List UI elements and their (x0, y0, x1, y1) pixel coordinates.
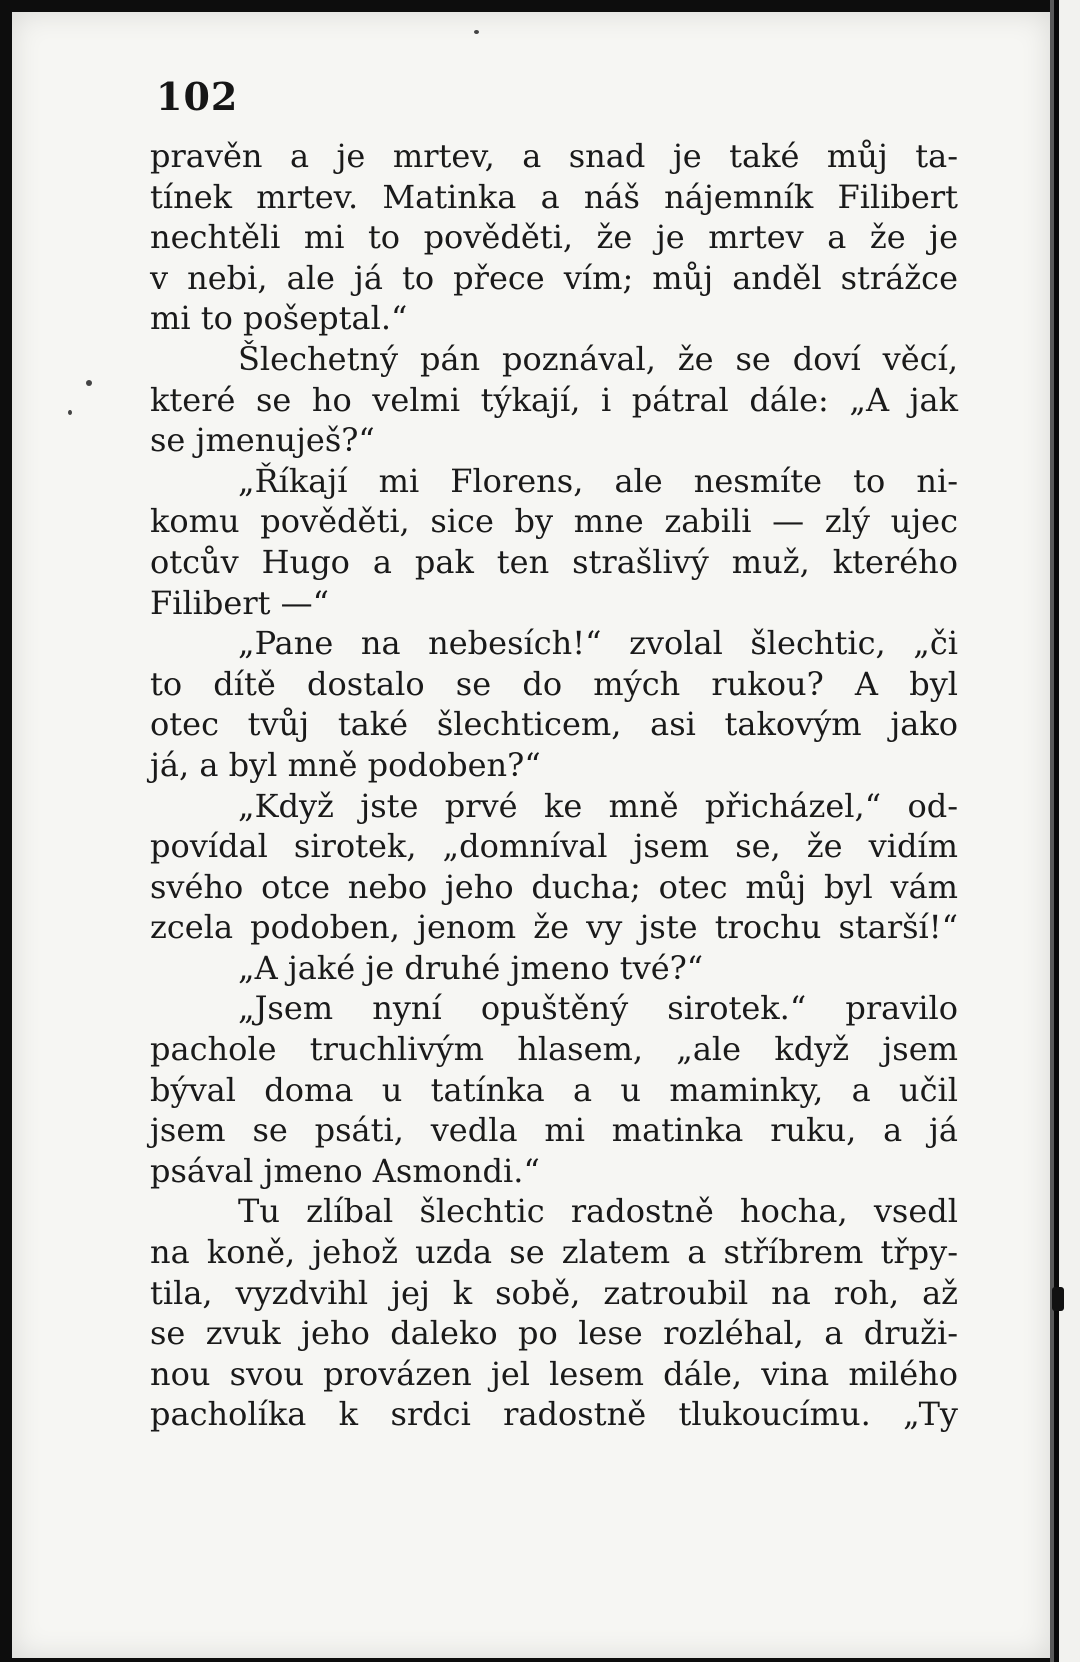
text-line: pravěn a je mrtev, a snad je také můj ta- (150, 137, 958, 175)
text-line: jsem se psáti, vedla mi matinka ruku, a já (150, 1111, 958, 1150)
text-line: nou svou provázen jel lesem dále, vina milého (150, 1354, 958, 1393)
text-line: Šlechetný pán poznával, že se doví věcí, (238, 339, 958, 378)
text-line: svého otce nebo jeho ducha; otec můj byl vám (150, 867, 958, 906)
scan-speck (474, 30, 479, 34)
text-line: Tu zlíbal šlechtic radostně hocha, vsedl (238, 1192, 958, 1231)
text-line: se jmenuješ?“ (150, 421, 375, 460)
text-line: „Pane na nebesích!“ zvolal šlechtic, „či (238, 624, 958, 663)
scan-mark (1052, 1287, 1064, 1311)
text-line: komu pověděti, sice by mne zabili — zlý ujec (150, 502, 958, 541)
page-number: 102 (156, 74, 239, 119)
scan-speck (68, 410, 72, 415)
text-line: zcela podoben, jenom že vy jste trochu starší!“ (150, 908, 958, 947)
text-line: já, a byl mně podoben?“ (150, 745, 541, 784)
text-line: tínek mrtev. Matinka a náš nájemník Filibert (150, 177, 958, 216)
text-line: psával jmeno Asmondi.“ (150, 1151, 540, 1190)
body-text (150, 136, 958, 1435)
text-line: pachole truchlivým hlasem, „ale když jsem (150, 1030, 958, 1069)
text-line: nechtěli mi to pověděti, že je mrtev a že je (150, 218, 958, 257)
scan-speck (86, 380, 92, 386)
text-line: „Jsem nyní opuštěný sirotek.“ pravilo (238, 989, 958, 1028)
text-line: „Říkají mi Florens, ale nesmíte to ni- (238, 461, 958, 500)
text-line: se zvuk jeho daleko po lese rozléhal, a druži- (150, 1314, 958, 1353)
text-line: v nebi, ale já to přece vím; můj anděl strážce (150, 258, 958, 297)
text-line: tila, vyzdvihl jej k sobě, zatroubil na roh, až (150, 1273, 958, 1312)
text-line: býval doma u tatínka a u maminky, a učil (150, 1070, 958, 1109)
text-line: otcův Hugo a pak ten strašlivý muž, kterého (150, 542, 958, 581)
text-line: „Když jste prvé ke mně přicházel,“ od- (238, 786, 958, 825)
text-line: povídal sirotek, „domníval jsem se, že vidím (150, 827, 958, 866)
text-line: na koně, jehož uzda se zlatem a stříbrem třpy- (150, 1233, 958, 1272)
adjacent-page-strip (1059, 0, 1080, 1662)
text-line: pacholíka k srdci radostně tlukoucímu. „Ty (150, 1395, 958, 1434)
text-line: Filibert —“ (150, 583, 330, 622)
text-line: otec tvůj také šlechticem, asi takovým jako (150, 705, 958, 744)
text-line: mi to pošeptal.“ (150, 299, 408, 338)
text-line: „A jaké je druhé jmeno tvé?“ (238, 948, 704, 987)
text-line: to dítě dostalo se do mých rukou? A byl (150, 664, 958, 703)
text-line: které se ho velmi týkají, i pátral dále: „A jak (150, 380, 958, 419)
